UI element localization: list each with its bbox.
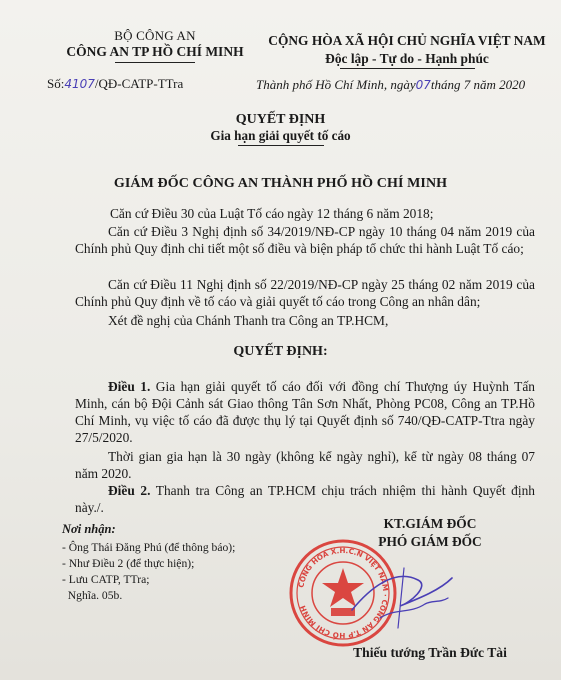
document-subtitle: Gia hạn giải quyết tố cáo	[210, 128, 351, 143]
signer-role-line-1: KT.GIÁM ĐỐC	[383, 516, 477, 531]
recipients-title: Nơi nhận:	[62, 522, 116, 536]
signer-role-line-2: PHÓ GIÁM ĐỐC	[378, 534, 482, 549]
day-handwritten: 07	[415, 78, 431, 92]
recipient-item: Nghĩa. 05b.	[62, 589, 123, 602]
article-2	[75, 482, 535, 516]
article-1-label: Điều 1.	[108, 379, 151, 394]
article-2-text: Thanh tra Công an TP.HCM chịu trách nhiệm thi hành Quyết định này./.	[75, 483, 535, 515]
handwritten-signature-icon	[340, 548, 460, 638]
issuer-heading: GIÁM ĐỐC CÔNG AN THÀNH PHỐ HỒ CHÍ MINH	[113, 176, 448, 191]
motto-underline	[340, 68, 475, 69]
article-1	[75, 378, 535, 446]
signer-name: Thiếu tướng Trần Đức Tài	[353, 645, 507, 660]
org-parent: BỘ CÔNG AN	[114, 28, 196, 43]
subtitle-underline	[238, 145, 324, 146]
basis-paragraph: Căn cứ Điều 30 của Luật Tố cáo ngày 12 tháng 6 năm 2018;	[110, 206, 434, 221]
decision-heading: QUYẾT ĐỊNH:	[233, 344, 328, 359]
recipient-item: - Lưu CATP, TTra;	[62, 573, 150, 586]
national-motto: Độc lập - Tự do - Hạnh phúc	[325, 51, 489, 66]
place-date-prefix: Thành phố Hồ Chí Minh, ngày	[256, 77, 416, 92]
number-suffix: /QĐ-CATP-TTra	[94, 76, 184, 91]
document-number	[47, 76, 183, 92]
number-handwritten: 4107	[64, 77, 95, 91]
recipient-item: - Như Điều 2 (để thực hiện);	[62, 557, 195, 570]
place-date	[256, 77, 556, 93]
basis-paragraph: Căn cứ Điều 11 Nghị định số 22/2019/NĐ-CP ngày 25 tháng 02 năm 2019 của Chính phủ Quy định về tố cáo và giải quyết tố cáo trong Công an nhân dân;	[75, 277, 535, 309]
article-2-label: Điều 2.	[108, 483, 151, 498]
country-name: CỘNG HÒA XÃ HỘI CHỦ NGHĨA VIỆT NAM	[268, 33, 546, 48]
article-1-text: Gia hạn giải quyết tố cáo đối với đồng chí Thượng úy Huỳnh Tấn Minh, cán bộ Đội Cảnh sát Giao thông Tân Sơn Nhất, Phòng PC08, Công an TP.Hồ Chí Minh, vụ việc tố cáo đã được thụ lý tại Quyết định số 740/QĐ-CATP-Ttra ngày 27/5/2020.	[75, 379, 535, 445]
recipient-item: - Ông Thái Đăng Phú (để thông báo);	[62, 541, 236, 554]
number-prefix: Số:	[47, 76, 65, 91]
basis-paragraph: Căn cứ Điều 3 Nghị định số 34/2019/NĐ-CP ngày 10 tháng 04 năm 2019 của Chính phủ Quy định chi tiết một số điều và biện pháp tổ chức thi hành Luật Tố cáo;	[75, 224, 535, 256]
org-unit-underline	[115, 62, 195, 63]
place-date-suffix: tháng 7 năm 2020	[430, 77, 526, 92]
basis-paragraph: Xét đề nghị của Chánh Thanh tra Công an TP.HCM,	[108, 313, 389, 328]
org-unit: CÔNG AN TP HỒ CHÍ MINH	[66, 44, 244, 59]
article-1-time: Thời gian gia hạn là 30 ngày (không kể ngày nghỉ), kể từ ngày 08 tháng 07 năm 2020.	[75, 449, 535, 481]
seal-text: CÔNG HÒA X.H.C.N VIỆT NAM · CÔNG AN T.P HỒ CHÍ MINH	[296, 545, 391, 641]
document-title: QUYẾT ĐỊNH	[235, 112, 326, 127]
